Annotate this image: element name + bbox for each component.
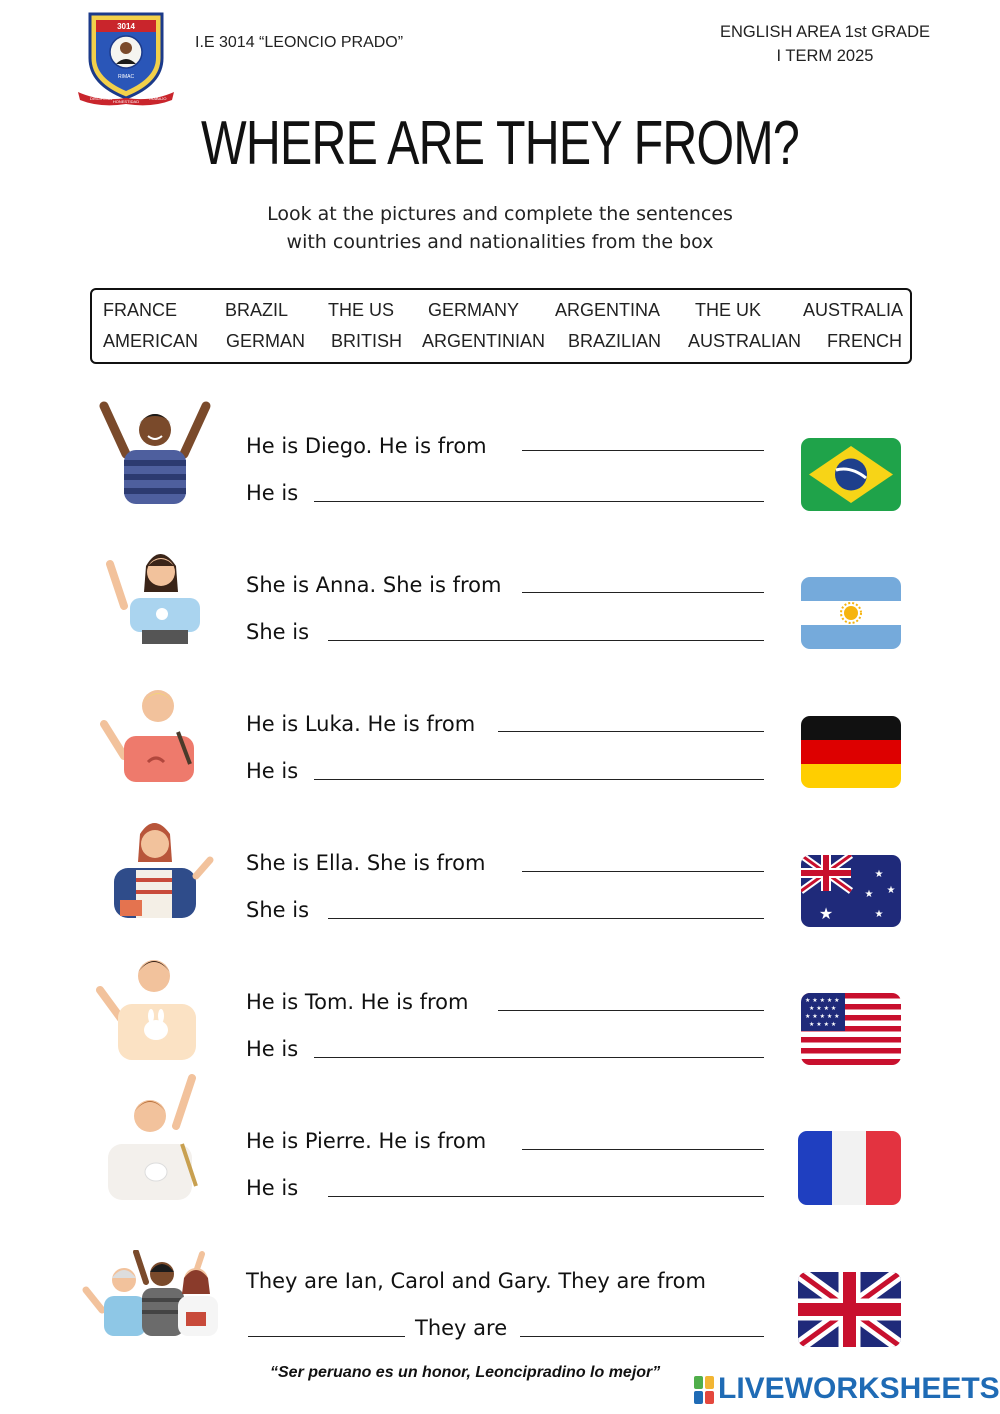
instructions-line-1: Look at the pictures and complete the sentences: [267, 203, 733, 225]
svg-text:★: ★: [874, 909, 884, 920]
svg-text:★: ★: [818, 904, 834, 923]
word-country: THE UK: [695, 300, 762, 320]
argentina-flag: [801, 577, 901, 649]
answer-blank-nationality-3[interactable]: [314, 779, 764, 780]
person-illustration-diego: [96, 394, 214, 506]
svg-text:★: ★: [874, 869, 884, 880]
sentence-3a: He is Luka. He is from: [246, 712, 476, 736]
sentence-4a: She is Ella. She is from: [246, 851, 486, 875]
answer-blank-country-2[interactable]: [522, 592, 764, 593]
sentence-1b: He is: [246, 481, 299, 505]
answer-blank-country-5[interactable]: [498, 1010, 764, 1011]
answer-blank-country-1[interactable]: [522, 450, 764, 451]
answer-blank-country-6[interactable]: [522, 1149, 764, 1150]
australia-flag: [801, 855, 901, 927]
answer-blank-nationality-7[interactable]: [520, 1336, 764, 1337]
word-country: THE US: [328, 300, 395, 320]
usa-flag: [801, 993, 901, 1065]
term-line: I TERM 2025: [776, 47, 874, 65]
person-illustration-group: [82, 1250, 222, 1340]
sentence-6b: He is: [246, 1176, 299, 1200]
page-title: WHERE ARE THEY FROM?: [201, 109, 799, 178]
sentence-6a: He is Pierre. He is from: [246, 1129, 487, 1153]
france-flag: [798, 1131, 901, 1205]
answer-blank-country-4[interactable]: [522, 871, 764, 872]
word-country: BRAZIL: [225, 300, 289, 320]
sentence-2a: She is Anna. She is from: [246, 573, 502, 597]
answer-blank-nationality-6[interactable]: [328, 1196, 764, 1197]
school-motto: “Ser peruano es un honor, Leoncipradino lo mejor”: [270, 1364, 661, 1381]
word-nationality: BRITISH: [331, 331, 403, 351]
logo-banner-right: TRABAJO: [148, 96, 167, 101]
person-illustration-luka: [98, 684, 206, 784]
person-illustration-ella: [100, 816, 214, 920]
school-logo: [76, 6, 176, 106]
word-nationality: FRENCH: [827, 331, 902, 351]
germany-flag: [801, 716, 901, 788]
sentence-1a: He is Diego. He is from: [246, 434, 487, 458]
word-nationality: AMERICAN: [103, 331, 199, 351]
answer-blank-nationality-4[interactable]: [328, 918, 764, 919]
instructions-line-2: with countries and nationalities from the box: [286, 231, 714, 253]
word-nationality: BRAZILIAN: [568, 331, 662, 351]
logo-banner-center: HONESTIDAD: [112, 99, 140, 104]
word-country: ARGENTINA: [555, 300, 661, 320]
word-nationality: ARGENTINIAN: [422, 331, 546, 351]
answer-blank-country-7[interactable]: [248, 1336, 405, 1337]
sentence-5a: He is Tom. He is from: [246, 990, 469, 1014]
grade-info: [700, 20, 950, 68]
person-illustration-pierre: [104, 1074, 200, 1202]
sentence-7b: They are: [415, 1316, 508, 1340]
sentence-4b: She is: [246, 898, 310, 922]
answer-blank-nationality-2[interactable]: [328, 640, 764, 641]
school-name: I.E 3014 “LEONCIO PRADO”: [195, 34, 404, 51]
word-nationality: AUSTRALIAN: [688, 331, 802, 351]
answer-blank-nationality-5[interactable]: [314, 1057, 764, 1058]
sentence-7a: They are Ian, Carol and Gary. They are from: [246, 1269, 706, 1293]
logo-place: RIMAC: [117, 74, 135, 80]
uk-flag: [798, 1272, 901, 1347]
sentence-5b: He is: [246, 1037, 299, 1061]
svg-text:★ ★ ★ ★ ★: ★ ★ ★ ★ ★: [805, 1013, 840, 1020]
brazil-flag: [801, 438, 901, 511]
svg-text:★ ★ ★ ★ ★: ★ ★ ★ ★ ★: [805, 997, 840, 1004]
liveworksheets-logo-icon: [694, 1376, 714, 1404]
word-nationality: GERMAN: [226, 331, 306, 351]
sentence-2b: She is: [246, 620, 310, 644]
word-country: AUSTRALIA: [803, 300, 904, 320]
logo-number: 3014: [117, 22, 135, 31]
area-line: ENGLISH AREA 1st GRADE: [720, 23, 930, 41]
answer-blank-nationality-1[interactable]: [314, 501, 764, 502]
answer-blank-country-3[interactable]: [498, 731, 764, 732]
person-illustration-anna: [100, 542, 206, 646]
word-country: GERMANY: [428, 300, 520, 320]
svg-text:★ ★ ★ ★: ★ ★ ★ ★: [809, 1005, 837, 1012]
word-country: FRANCE: [103, 300, 178, 320]
logo-banner-left: DISCIPLINA: [90, 96, 113, 101]
svg-text:★: ★: [886, 885, 896, 896]
word-bank-box: [90, 288, 912, 364]
instructions: [0, 200, 1000, 256]
svg-text:★: ★: [864, 889, 874, 900]
svg-text:★ ★ ★ ★: ★ ★ ★ ★: [809, 1021, 837, 1028]
liveworksheets-brand[interactable]: LIVEWORKSHEETS: [718, 1372, 1000, 1405]
sentence-3b: He is: [246, 759, 299, 783]
person-illustration-tom: [96, 950, 204, 1060]
